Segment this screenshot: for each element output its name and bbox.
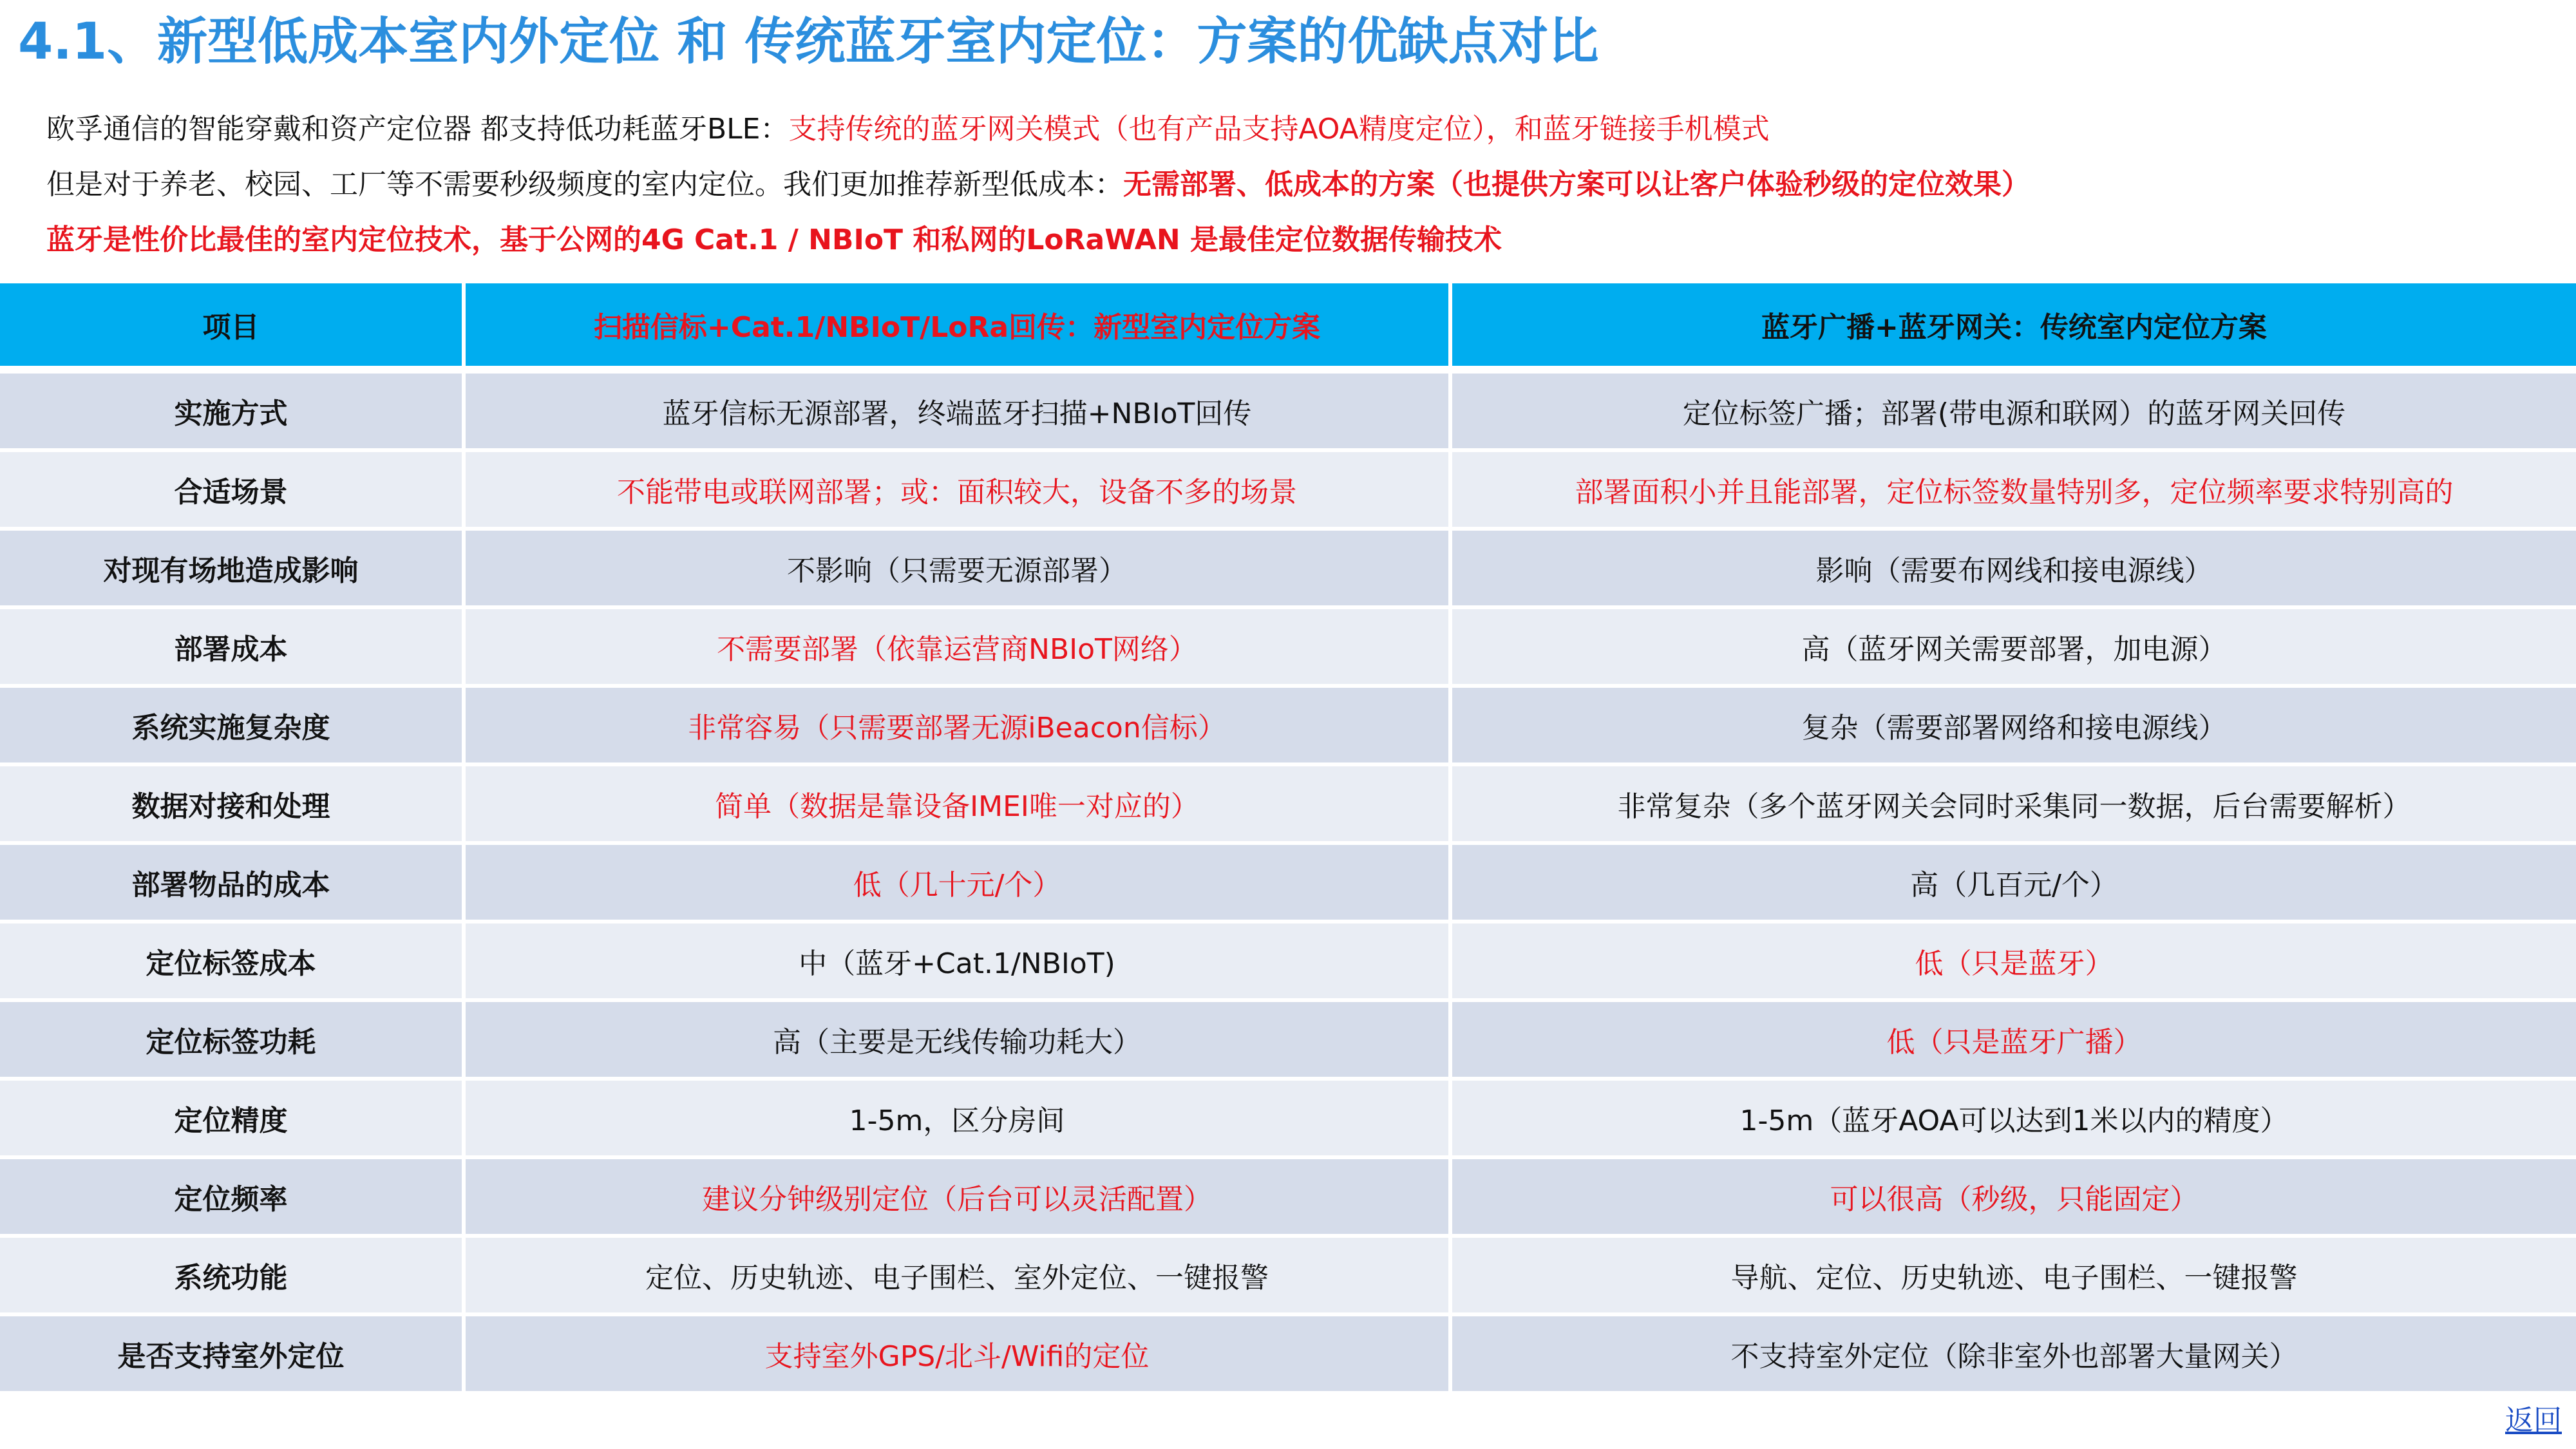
row-new-scheme-cell: 中（蓝牙+Cat.1/NBIoT) xyxy=(464,922,1450,1000)
header-traditional-scheme: 蓝牙广播+蓝牙网关：传统室内定位方案 xyxy=(1450,283,2576,370)
table-row xyxy=(0,370,2576,450)
row-new-scheme-cell: 高（主要是无线传输功耗大） xyxy=(464,1000,1450,1079)
row-traditional-scheme-cell: 不支持室外定位（除非室外也部署大量网关） xyxy=(1450,1314,2576,1393)
row-traditional-scheme-cell: 复杂（需要部署网络和接电源线） xyxy=(1450,686,2576,764)
table-row xyxy=(0,843,2576,922)
row-item-label: 部署物品的成本 xyxy=(0,843,464,922)
table-row xyxy=(0,1079,2576,1157)
table-row xyxy=(0,529,2576,607)
row-traditional-scheme-cell: 定位标签广播；部署(带电源和联网）的蓝牙网关回传 xyxy=(1450,370,2576,450)
row-traditional-scheme-cell: 低（只是蓝牙） xyxy=(1450,922,2576,1000)
intro-line-1-red: 支持传统的蓝牙网关模式（也有产品支持AOA精度定位），和蓝牙链接手机模式 xyxy=(788,113,1770,146)
table-row xyxy=(0,764,2576,843)
intro-line-1 xyxy=(46,102,2030,157)
row-new-scheme-cell: 不需要部署（依靠运营商NBIoT网络） xyxy=(464,607,1450,686)
table-row xyxy=(0,450,2576,529)
row-new-scheme-cell: 定位、历史轨迹、电子围栏、室外定位、一键报警 xyxy=(464,1236,1450,1314)
row-new-scheme-cell: 支持室外GPS/北斗/Wifi的定位 xyxy=(464,1314,1450,1393)
intro-line-3: 蓝牙是性价比最佳的室内定位技术，基于公网的4G Cat.1 / NBIoT 和私网的LoRaWAN 是最佳定位数据传输技术 xyxy=(46,223,1502,256)
row-new-scheme-cell: 1-5m，区分房间 xyxy=(464,1079,1450,1157)
table-row xyxy=(0,1314,2576,1393)
row-item-label: 部署成本 xyxy=(0,607,464,686)
intro-text xyxy=(46,102,2030,268)
table-row xyxy=(0,1157,2576,1236)
intro-line-2 xyxy=(46,157,2030,213)
row-new-scheme-cell: 建议分钟级别定位（后台可以灵活配置） xyxy=(464,1157,1450,1236)
row-new-scheme-cell: 不能带电或联网部署；或：面积较大，设备不多的场景 xyxy=(464,450,1450,529)
row-new-scheme-cell: 蓝牙信标无源部署，终端蓝牙扫描+NBIoT回传 xyxy=(464,370,1450,450)
row-traditional-scheme-cell: 低（只是蓝牙广播） xyxy=(1450,1000,2576,1079)
intro-line-2-red: 无需部署、低成本的方案（也提供方案可以让客户体验秒级的定位效果） xyxy=(1123,168,2030,201)
header-new-scheme: 扫描信标+Cat.1/NBIoT/LoRa回传：新型室内定位方案 xyxy=(464,283,1450,370)
row-item-label: 定位精度 xyxy=(0,1079,464,1157)
row-traditional-scheme-cell: 非常复杂（多个蓝牙网关会同时采集同一数据，后台需要解析） xyxy=(1450,764,2576,843)
table-row xyxy=(0,1236,2576,1314)
intro-line-2-black: 但是对于养老、校园、工厂等不需要秒级频度的室内定位。我们更加推荐新型低成本： xyxy=(46,168,1123,201)
table-row xyxy=(0,607,2576,686)
row-traditional-scheme-cell: 可以很高（秒级，只能固定） xyxy=(1450,1157,2576,1236)
row-item-label: 系统功能 xyxy=(0,1236,464,1314)
header-item: 项目 xyxy=(0,283,464,370)
row-new-scheme-cell: 低（几十元/个） xyxy=(464,843,1450,922)
row-item-label: 是否支持室外定位 xyxy=(0,1314,464,1393)
row-item-label: 定位标签成本 xyxy=(0,922,464,1000)
comparison-table xyxy=(0,283,2576,1395)
row-item-label: 实施方式 xyxy=(0,370,464,450)
row-traditional-scheme-cell: 高（蓝牙网关需要部署，加电源） xyxy=(1450,607,2576,686)
row-new-scheme-cell: 非常容易（只需要部署无源iBeacon信标） xyxy=(464,686,1450,764)
row-item-label: 数据对接和处理 xyxy=(0,764,464,843)
row-item-label: 合适场景 xyxy=(0,450,464,529)
row-traditional-scheme-cell: 影响（需要布网线和接电源线） xyxy=(1450,529,2576,607)
row-traditional-scheme-cell: 高（几百元/个） xyxy=(1450,843,2576,922)
row-new-scheme-cell: 简单（数据是靠设备IMEI唯一对应的） xyxy=(464,764,1450,843)
row-traditional-scheme-cell: 部署面积小并且能部署，定位标签数量特别多，定位频率要求特别高的 xyxy=(1450,450,2576,529)
back-link[interactable]: 返回 xyxy=(2505,1404,2562,1437)
row-item-label: 对现有场地造成影响 xyxy=(0,529,464,607)
row-item-label: 系统实施复杂度 xyxy=(0,686,464,764)
page-title: 4.1、新型低成本室内外定位 和 传统蓝牙室内定位：方案的优缺点对比 xyxy=(18,13,1599,71)
table-row xyxy=(0,1000,2576,1079)
table-header-row xyxy=(0,283,2576,370)
row-traditional-scheme-cell: 导航、定位、历史轨迹、电子围栏、一键报警 xyxy=(1450,1236,2576,1314)
table-row xyxy=(0,686,2576,764)
row-new-scheme-cell: 不影响（只需要无源部署） xyxy=(464,529,1450,607)
intro-line-1-black: 欧孚通信的智能穿戴和资产定位器 都支持低功耗蓝牙BLE： xyxy=(46,113,789,146)
row-item-label: 定位标签功耗 xyxy=(0,1000,464,1079)
row-item-label: 定位频率 xyxy=(0,1157,464,1236)
table-row xyxy=(0,922,2576,1000)
row-traditional-scheme-cell: 1-5m（蓝牙AOA可以达到1米以内的精度） xyxy=(1450,1079,2576,1157)
table-body xyxy=(0,370,2576,1393)
